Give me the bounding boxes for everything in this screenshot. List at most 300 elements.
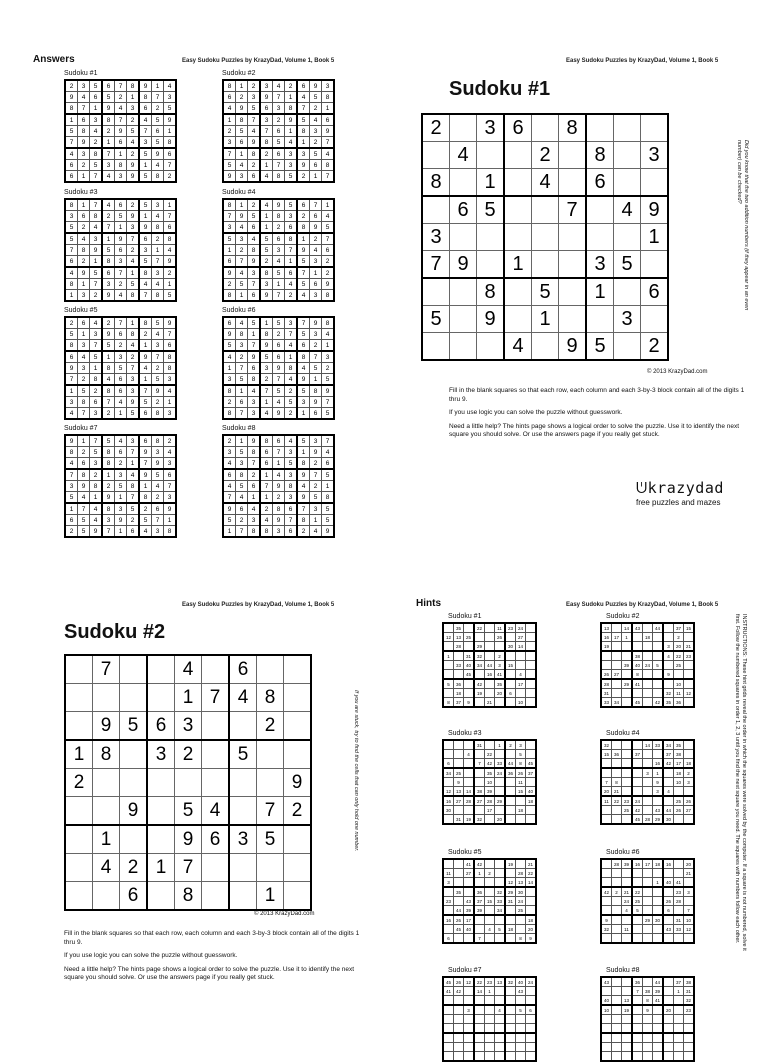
hint-cell	[485, 1024, 495, 1034]
answer-cell: 1	[102, 233, 115, 245]
answer-cell: 4	[164, 80, 177, 92]
answer-cell: 4	[273, 397, 285, 408]
answer-cell: 7	[164, 211, 177, 222]
answer-cell: 6	[248, 171, 261, 183]
grid-row	[65, 148, 176, 160]
puzzle1-cell	[422, 196, 450, 224]
answer-cell: 7	[152, 515, 164, 526]
hint-cell: 6	[505, 689, 516, 698]
answer-cell: 4	[164, 245, 177, 256]
grid-row	[223, 171, 334, 183]
hint-cell	[643, 689, 653, 698]
answer-cell: 8	[273, 211, 285, 222]
puzzle1-side-note: Did you know that the two addition numbers (if they appear in an even number) can be checked?	[736, 140, 749, 311]
puzzle1-cell	[504, 224, 532, 251]
answer-cell: 9	[139, 80, 152, 92]
hint-cell	[622, 759, 633, 769]
answer-cell: 1	[115, 492, 127, 504]
puzzle1-cell	[450, 114, 477, 142]
hint-cell: 31	[505, 897, 516, 906]
hint-cell	[601, 1024, 612, 1034]
grid-row	[443, 796, 536, 806]
hint-cell	[643, 1052, 653, 1062]
hint-cell	[684, 1043, 695, 1052]
hint-cell	[632, 1005, 643, 1015]
answer-cell: 6	[65, 160, 78, 171]
hint-cell	[674, 670, 684, 680]
grid-row	[422, 196, 668, 224]
answer-cell: 8	[152, 171, 164, 183]
answer-cell: 6	[139, 408, 152, 420]
answer-cell: 6	[78, 317, 90, 329]
hint-cell	[505, 1024, 516, 1034]
answer-cell: 7	[90, 435, 103, 447]
hint-cell: 28	[464, 796, 475, 806]
answer-cell: 2	[260, 374, 273, 386]
answer-cell: 1	[115, 408, 127, 420]
hint-cell: 2	[684, 768, 695, 778]
hint-cell	[454, 996, 464, 1006]
hint-cell	[653, 679, 664, 689]
hint-cell: 43	[516, 987, 526, 996]
answer-cell: 8	[65, 103, 78, 115]
answer-cell: 1	[297, 233, 310, 245]
hint-cell	[454, 740, 464, 750]
answer-cell: 5	[310, 363, 322, 374]
puzzle1-cell	[559, 224, 587, 251]
answer-cell: 4	[248, 126, 261, 137]
hint-cell: 3	[443, 878, 454, 888]
hint-cell	[653, 897, 664, 906]
puzzle2-cell	[202, 655, 230, 684]
hint-cell: 1	[443, 651, 454, 661]
answer-cell: 9	[322, 126, 335, 137]
hint-cell	[663, 778, 674, 787]
answer-cell: 2	[322, 363, 335, 374]
hint-cell	[516, 815, 526, 825]
hint-cell: 8	[516, 934, 526, 944]
hint-label: Sudoku #7	[448, 967, 482, 974]
grid-row	[422, 251, 668, 279]
hint-cell: 42	[653, 698, 664, 708]
hint-cell: 14	[474, 987, 485, 996]
hint-cell: 12	[505, 878, 516, 888]
hint-cell	[526, 698, 537, 708]
answer-cell: 4	[152, 160, 164, 171]
answer-cell: 1	[260, 469, 273, 481]
hint-cell	[505, 869, 516, 878]
grid-row	[65, 317, 176, 329]
hint-cell	[505, 651, 516, 661]
hint-cell: 20	[495, 689, 506, 698]
answer-cell: 3	[127, 374, 140, 386]
hint-cell: 3	[516, 740, 526, 750]
hint-cell: 9	[653, 778, 664, 787]
puzzle2-cell: 5	[229, 740, 257, 769]
hint-cell	[622, 651, 633, 661]
grid-row	[443, 815, 536, 825]
hint-cell	[526, 996, 537, 1006]
hint-cell: 43	[464, 897, 475, 906]
answer-cell: 6	[223, 317, 236, 329]
answer-cell: 4	[248, 503, 261, 515]
answer-cell: 2	[65, 80, 78, 92]
answer-cell: 8	[322, 317, 335, 329]
answer-cell: 5	[223, 160, 236, 171]
answer-cell: 2	[90, 290, 103, 302]
answer-cell: 4	[78, 492, 90, 504]
puzzle1-cell	[614, 333, 641, 361]
answer-cell: 8	[322, 160, 335, 171]
grid-row	[65, 469, 176, 481]
answer-cell: 4	[127, 137, 140, 149]
hint-cell: 17	[643, 859, 653, 869]
answer-cell: 4	[297, 290, 310, 302]
answer-cell: 4	[322, 329, 335, 340]
hint-cell: 21	[612, 787, 622, 797]
answer-cell: 5	[65, 233, 78, 245]
hint-cell	[526, 623, 537, 633]
krazydad-logo[interactable]	[636, 479, 724, 507]
grid-row	[223, 126, 334, 137]
answer-cell: 3	[310, 256, 322, 268]
hint-cell	[643, 698, 653, 708]
answer-cell: 1	[102, 351, 115, 363]
hint-cell	[454, 859, 464, 869]
grid-row	[65, 329, 176, 340]
puzzle1-cell: 8	[477, 278, 505, 306]
answer-cell: 8	[273, 171, 285, 183]
grid-row	[65, 797, 311, 826]
answer-cell: 4	[65, 267, 78, 279]
hint-cell: 21	[526, 859, 537, 869]
puzzle2-title: Sudoku #2	[64, 621, 166, 643]
puzzle1-cell	[504, 169, 532, 197]
puzzle1-cell	[422, 142, 450, 169]
hint-cell: 4	[516, 670, 526, 680]
puzzle1-cell: 4	[450, 142, 477, 169]
answer-cell: 1	[127, 92, 140, 103]
hint-cell	[464, 1024, 475, 1034]
hint-cell: 9	[601, 915, 612, 925]
hint-cell	[464, 759, 475, 769]
grid-row	[443, 633, 536, 642]
hint-cell: 30	[505, 642, 516, 652]
grid-row	[601, 1005, 694, 1015]
answer-cell: 5	[297, 114, 310, 126]
hint-cell	[464, 778, 475, 787]
grid-row	[601, 887, 694, 897]
answer-cell: 6	[115, 447, 127, 458]
answer-cell: 2	[65, 317, 78, 329]
answer-cell: 4	[115, 290, 127, 302]
hint-cell: 21	[622, 887, 633, 897]
hint-cell	[684, 661, 695, 670]
answer-cell: 8	[102, 256, 115, 268]
answer-cell: 3	[236, 233, 248, 245]
hint-cell: 26	[601, 670, 612, 680]
answer-cell: 5	[102, 340, 115, 352]
hint-cell	[622, 642, 633, 652]
hint-cell: 41	[653, 996, 664, 1006]
hint-cell: 14	[464, 787, 475, 797]
grid-row	[223, 160, 334, 171]
hint-cell: 3	[663, 642, 674, 652]
hint-cell	[653, 689, 664, 698]
hint-cell	[653, 796, 664, 806]
answer-cell: 8	[310, 385, 322, 397]
hint-cell	[684, 698, 695, 708]
hint-cell	[485, 996, 495, 1006]
hint-cell: 39	[464, 906, 475, 916]
grid-row	[443, 1024, 536, 1034]
puzzle1-cell: 8	[422, 169, 450, 197]
hint-cell	[485, 642, 495, 652]
answer-cell: 9	[310, 222, 322, 234]
puzzle1-cell: 4	[504, 333, 532, 361]
answer-cell: 4	[273, 80, 285, 92]
hint-cell	[495, 1043, 506, 1052]
puzzle1-cell	[532, 224, 559, 251]
answer-cell: 7	[248, 114, 261, 126]
hint-cell: 17	[516, 679, 526, 689]
hint-cell	[663, 934, 674, 944]
puzzle1-cell: 2	[532, 142, 559, 169]
hint-cell: 24	[643, 661, 653, 670]
puzzle2-cell: 5	[257, 825, 284, 854]
answer-cell: 4	[78, 233, 90, 245]
grid-row	[443, 642, 536, 652]
answer-cell: 5	[297, 279, 310, 290]
hint-cell	[443, 1043, 454, 1052]
puzzle2-cell	[284, 825, 312, 854]
answer-cell: 5	[102, 435, 115, 447]
answer-cell: 5	[285, 458, 298, 470]
answer-cell: 1	[322, 199, 335, 211]
answer-cell: 9	[260, 290, 273, 302]
hint-cell: 26	[674, 806, 684, 815]
hint-cell: 45	[443, 977, 454, 987]
answer-label: Sudoku #7	[64, 425, 98, 432]
puzzle1-cell	[641, 306, 669, 333]
hint-cell	[632, 878, 643, 888]
puzzle2-cell	[175, 769, 202, 797]
hint-cell	[612, 642, 622, 652]
answer-cell: 4	[223, 103, 236, 115]
hint-cell	[485, 1043, 495, 1052]
hint-cell: 4	[622, 906, 633, 916]
answer-cell: 9	[310, 317, 322, 329]
answer-cell: 6	[78, 211, 90, 222]
answer-cell: 6	[164, 222, 177, 234]
hint-cell	[622, 878, 633, 888]
answer-cell: 4	[65, 458, 78, 470]
hint-cell: 24	[632, 796, 643, 806]
hint-cell: 45	[464, 670, 475, 680]
hint-grid	[600, 976, 695, 1062]
hint-cell	[526, 887, 537, 897]
answer-cell: 1	[248, 329, 261, 340]
grid-row	[601, 878, 694, 888]
answer-cell: 3	[78, 340, 90, 352]
answer-cell: 3	[127, 103, 140, 115]
hint-cell	[612, 897, 622, 906]
puzzle1-cell: 5	[614, 251, 641, 279]
puzzle2-cell: 2	[257, 712, 284, 741]
answer-cell: 4	[152, 481, 164, 492]
answer-cell: 8	[248, 526, 261, 538]
hint-cell: 2	[495, 651, 506, 661]
answer-cell: 1	[78, 329, 90, 340]
hint-cell	[474, 996, 485, 1006]
grid-row	[223, 80, 334, 92]
puzzle1-cell	[504, 306, 532, 333]
puzzle1-cell	[559, 169, 587, 197]
hint-cell: 23	[485, 977, 495, 987]
hint-cell	[485, 1015, 495, 1024]
answer-cell: 5	[115, 211, 127, 222]
answer-cell: 5	[152, 374, 164, 386]
answer-cell: 1	[90, 363, 103, 374]
hint-cell	[612, 768, 622, 778]
hint-cell: 7	[474, 934, 485, 944]
answer-cell: 9	[152, 458, 164, 470]
hint-cell: 10	[601, 1005, 612, 1015]
answer-cell: 5	[78, 385, 90, 397]
hint-cell	[622, 1033, 633, 1043]
hint-cell: 42	[474, 859, 485, 869]
hint-cell: 34	[474, 661, 485, 670]
answer-cell: 1	[223, 245, 236, 256]
hint-cell	[632, 925, 643, 934]
hint-cell: 12	[684, 689, 695, 698]
hint-cell	[464, 806, 475, 815]
puzzle2-cell	[229, 854, 257, 882]
hint-cell: 26	[495, 633, 506, 642]
answer-cell: 8	[297, 126, 310, 137]
answer-cell: 5	[127, 126, 140, 137]
answer-cell: 9	[260, 92, 273, 103]
answer-cell: 1	[127, 458, 140, 470]
answer-cell: 9	[310, 447, 322, 458]
answer-cell: 7	[297, 317, 310, 329]
answer-cell: 9	[78, 267, 90, 279]
hint-cell	[612, 623, 622, 633]
hint-cell: 10	[674, 778, 684, 787]
answer-cell: 2	[78, 447, 90, 458]
puzzle1-cell: 3	[422, 224, 450, 251]
hint-cell	[516, 1043, 526, 1052]
answer-cell: 7	[260, 385, 273, 397]
puzzle1-cell	[450, 169, 477, 197]
answer-cell: 3	[78, 363, 90, 374]
hint-cell	[643, 878, 653, 888]
hint-cell	[474, 778, 485, 787]
hint-cell	[612, 689, 622, 698]
hint-cell: 42	[632, 806, 643, 815]
hint-cell: 9	[526, 934, 537, 944]
answer-cell: 2	[285, 290, 298, 302]
answer-cell: 6	[139, 435, 152, 447]
answer-cell: 9	[78, 481, 90, 492]
grid-row	[223, 103, 334, 115]
grid-row	[65, 825, 311, 854]
hint-cell: 24	[516, 897, 526, 906]
answer-cell: 5	[297, 435, 310, 447]
answer-cell: 5	[65, 492, 78, 504]
grid-row	[65, 435, 176, 447]
grid-row	[601, 1033, 694, 1043]
hint-cell	[464, 689, 475, 698]
hint-cell	[612, 1005, 622, 1015]
grid-row	[601, 859, 694, 869]
hint-cell: 10	[684, 915, 695, 925]
answer-cell: 3	[285, 148, 298, 160]
hint-cell	[663, 869, 674, 878]
answer-cell: 9	[273, 481, 285, 492]
answer-cell: 7	[78, 408, 90, 420]
hint-cell	[495, 778, 506, 787]
hint-label: Sudoku #4	[606, 730, 640, 737]
puzzle1-cell: 1	[532, 306, 559, 333]
answer-cell: 4	[223, 481, 236, 492]
hint-cell	[622, 750, 633, 759]
answer-cell: 7	[139, 290, 152, 302]
answer-cell: 1	[223, 363, 236, 374]
grid-row	[65, 267, 176, 279]
hint-grid	[600, 622, 695, 708]
hint-cell: 4	[464, 750, 475, 759]
hint-cell: 18	[505, 925, 516, 934]
answer-cell: 1	[139, 160, 152, 171]
hint-cell	[643, 925, 653, 934]
hint-cell: 33	[454, 661, 464, 670]
hint-cell	[505, 1043, 516, 1052]
hint-cell: 12	[443, 633, 454, 642]
answer-cell: 3	[127, 385, 140, 397]
hint-cell: 35	[454, 623, 464, 633]
answer-cell: 9	[223, 267, 236, 279]
hint-cell	[601, 1052, 612, 1062]
hint-cell	[663, 1024, 674, 1034]
answer-cell: 8	[285, 233, 298, 245]
answer-cell: 6	[285, 267, 298, 279]
puzzle2-cell: 3	[175, 712, 202, 741]
answer-cell: 2	[236, 515, 248, 526]
answer-cell: 9	[322, 526, 335, 538]
answer-cell: 6	[115, 137, 127, 149]
answer-cell: 1	[115, 148, 127, 160]
puzzle2-cell: 6	[120, 882, 148, 911]
puzzle1-cell: 6	[450, 196, 477, 224]
answer-cell: 1	[285, 256, 298, 268]
hint-cell	[464, 1052, 475, 1062]
answer-cell: 3	[139, 137, 152, 149]
answer-cell: 4	[115, 397, 127, 408]
hint-cell: 7	[632, 987, 643, 996]
answer-cell: 1	[65, 503, 78, 515]
puzzle2-cell: 1	[147, 854, 175, 882]
hint-cell: 45	[632, 815, 643, 825]
book-label-puzzle1: Easy Sudoku Puzzles by KrazyDad, Volume 1, Book 5	[566, 58, 719, 64]
answer-cell: 6	[102, 80, 115, 92]
hint-cell: 31	[684, 987, 695, 996]
grid-row	[601, 934, 694, 944]
hint-cell: 13	[495, 977, 506, 987]
hint-cell: 42	[663, 759, 674, 769]
hint-cell	[674, 869, 684, 878]
answer-cell: 1	[236, 80, 248, 92]
